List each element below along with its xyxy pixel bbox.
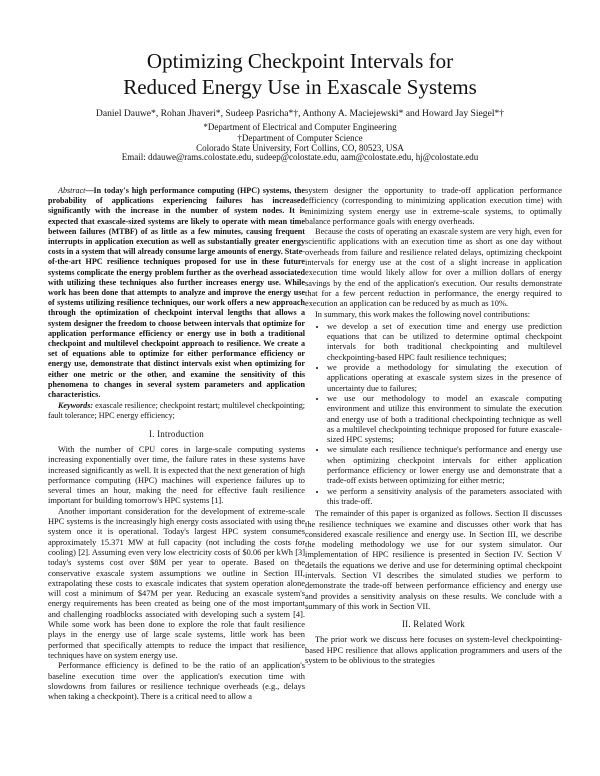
intro-paragraph-5: In summary, this work makes the following novel contributions: <box>315 309 531 319</box>
section-heading-related-work: II. Related Work <box>401 619 466 630</box>
intro-paragraph-3: Performance efficiency is defined to be the ratio of an application's baseline execution time over the application's execution time with slowdowns from failures or resilience technique overheads (e.g., delays when taking a checkpoint). There is a critical need to allow a <box>48 661 305 702</box>
left-column <box>48 186 305 702</box>
related-work-paragraph-1: The prior work we discuss here focuses on system-level checkpointing-based HPC resilience that allows application programmers and users of the system to be oblivious to the strategies <box>305 635 562 666</box>
affiliation-university: Colorado State University, Fort Collins, CO, 80523, USA <box>196 143 404 153</box>
intro-paragraph-1: With the number of CPU cores in large-scale computing systems increasing exponentially over time, the failure rates in these systems have increased significantly as well. It is expected that the next generation of high performance computing (HPC) machines will experience failures up to several times an hour, making the need for effective fault resilience important for building tomorrow's HPC systems [1]. <box>48 444 305 506</box>
contributions-list <box>305 322 562 507</box>
affiliation-cs: †Department of Computer Science <box>237 132 363 143</box>
intro-paragraph-2: Another important consideration for the development of extreme-scale HPC systems is the increasingly high energy costs associated with using the system once it is operational. Today's largest HPC system consumes approximately 15.371 MW at full capacity (not including the costs for cooling) [2]. Assuming even very low electricity costs of $0.06 per kWh [3] today's systems cost over $8M per year to operate. Based on the conservative exascale system assumptions we outline in Section III, extrapolating these costs to exascale indicates that system operation alone will cost a minimum of $47M per year. Reducing an exascale system's energy requirements has been created as being one of the most important and challenging roadblocks associated with developing such a system [4]. While some work has been done to explore the role that fault resilience plays in the energy use of large scale systems, little work has been performed that specifically attempts to reduce the impact that resilience techniques have on system energy use. <box>48 506 305 660</box>
list-item: • we develop a set of execution time and energy use prediction equations that can be utilized to determine optimal checkpoint intervals for both traditional checkpointing and multilevel checkpointing-based HPC fault resilience techniques; <box>327 322 562 363</box>
abstract <box>48 186 305 400</box>
list-item: • we perform a sensitivity analysis of the parameters associated with this trade-off. <box>327 487 562 508</box>
abstract-lead: Abstract <box>58 186 86 195</box>
list-item: • we use our methodology to model an exascale computing environment and utilize this environment to simulate the execution and energy use of both a traditional checkpointing technique as well as a multilevel checkpointing technique proposed for future exascale-sized HPC systems; <box>327 394 562 445</box>
affiliation-ece: *Department of Electrical and Computer Engineering <box>203 122 397 132</box>
keywords <box>48 401 305 421</box>
title-line-1: Optimizing Checkpoint Intervals for <box>146 49 454 73</box>
keywords-lead: Keywords: <box>58 401 94 411</box>
section-heading-introduction: I. Introduction <box>149 428 204 439</box>
author-list: Daniel Dauwe*, Rohan Jhaveri*, Sudeep Pasricha*†, Anthony A. Maciejewski* and Howard Jay Siegel*† <box>95 108 505 119</box>
list-item: • we provide a methodology for simulating the execution of applications operating at exascale system sizes in the presence of uncertainty due to failures; <box>327 363 562 394</box>
right-column <box>305 186 562 666</box>
keywords-text: exascale resilience; checkpoint restart; multilevel checkpointing; fault tolerance; HPC energy efficiency; <box>48 401 305 421</box>
abstract-text: —In today's high performance computing (HPC) systems, the probability of applications experiencing failures has increased significantly with the increase in the number of system nodes. It is expected that exascale-sized systems are likely to operate with mean time between failures (MTBF) of as little as a few minutes, causing frequent interrupts in application execution as well as substantially greater energy costs in a system that will already consume large amounts of energy. State-of-the-art HPC resilience techniques proposed for use in these future systems complicate the energy problem further as the overhead associated with utilizing these techniques also further increases energy use. While work has been done that attempts to analyze and improve the energy use of systems utilizing resilience techniques, our work offers a new approach through the optimization of checkpoint interval lengths that allows a system designer the freedom to choose between intervals that optimize for application performance efficiency or energy use in both a traditional checkpoint and multilevel checkpoint approach to resilience. We create a set of equations able to optimize for either performance efficiency or energy use, demonstrate that distinct intervals exist when optimizing for either one metric or the other, and examine the sensitivity of this phenomena to changes in several system parameters and application characteristics. <box>48 186 305 400</box>
intro-paragraph-3-cont: system designer the opportunity to trade-off application performance efficiency (corresponding to minimizing application execution time) with minimizing system energy use in extreme-scale systems, to optimally balance performance goals with energy overheads. <box>305 186 562 226</box>
paper-title <box>0 48 600 100</box>
title-line-2: Reduced Energy Use in Exascale Systems <box>123 75 477 99</box>
intro-paragraph-4: Because the costs of operating an exascale system are very high, even for scientific applications with an execution time as short as one day without overheads from failure and resilience related delays, optimizing checkpoint intervals for energy use at the cost of a slight increase in application execution time would likely allow for over a million dollars of energy savings by the end of the application's execution. Our results demonstrate that for a few percent reduction in performance, the energy required to execution an application can be reduced by as much as 10%. <box>305 227 562 309</box>
intro-paragraph-6: The remainder of this paper is organized as follows. Section II discusses the resilience techniques we examine and discusses other work that has considered exascale resilience and energy use. In Section III, we describe the modeling methodology we use for our system simulator. Our implementation of HPC resilience is presented in Section IV. Section V details the equations we derive and use for determining optimal checkpoint intervals. Section VI describes the simulated studies we perform to demonstrate the trade-off between performance efficiency and energy use and provides a sensitivity analysis on these results. We conclude with a summary of this work in Section VII. <box>305 509 562 611</box>
list-item: • we simulate each resilience technique's performance and energy use when optimizing checkpoint intervals for either application performance efficiency or lower energy use and demonstrate that a trade-off exists between optimizing for either metric; <box>327 445 562 486</box>
affiliations <box>0 122 600 154</box>
author-emails: Email: ddauwe@rams.colostate.edu, sudeep@colostate.edu, aam@colostate.edu, hj@colostate.edu <box>121 152 479 162</box>
